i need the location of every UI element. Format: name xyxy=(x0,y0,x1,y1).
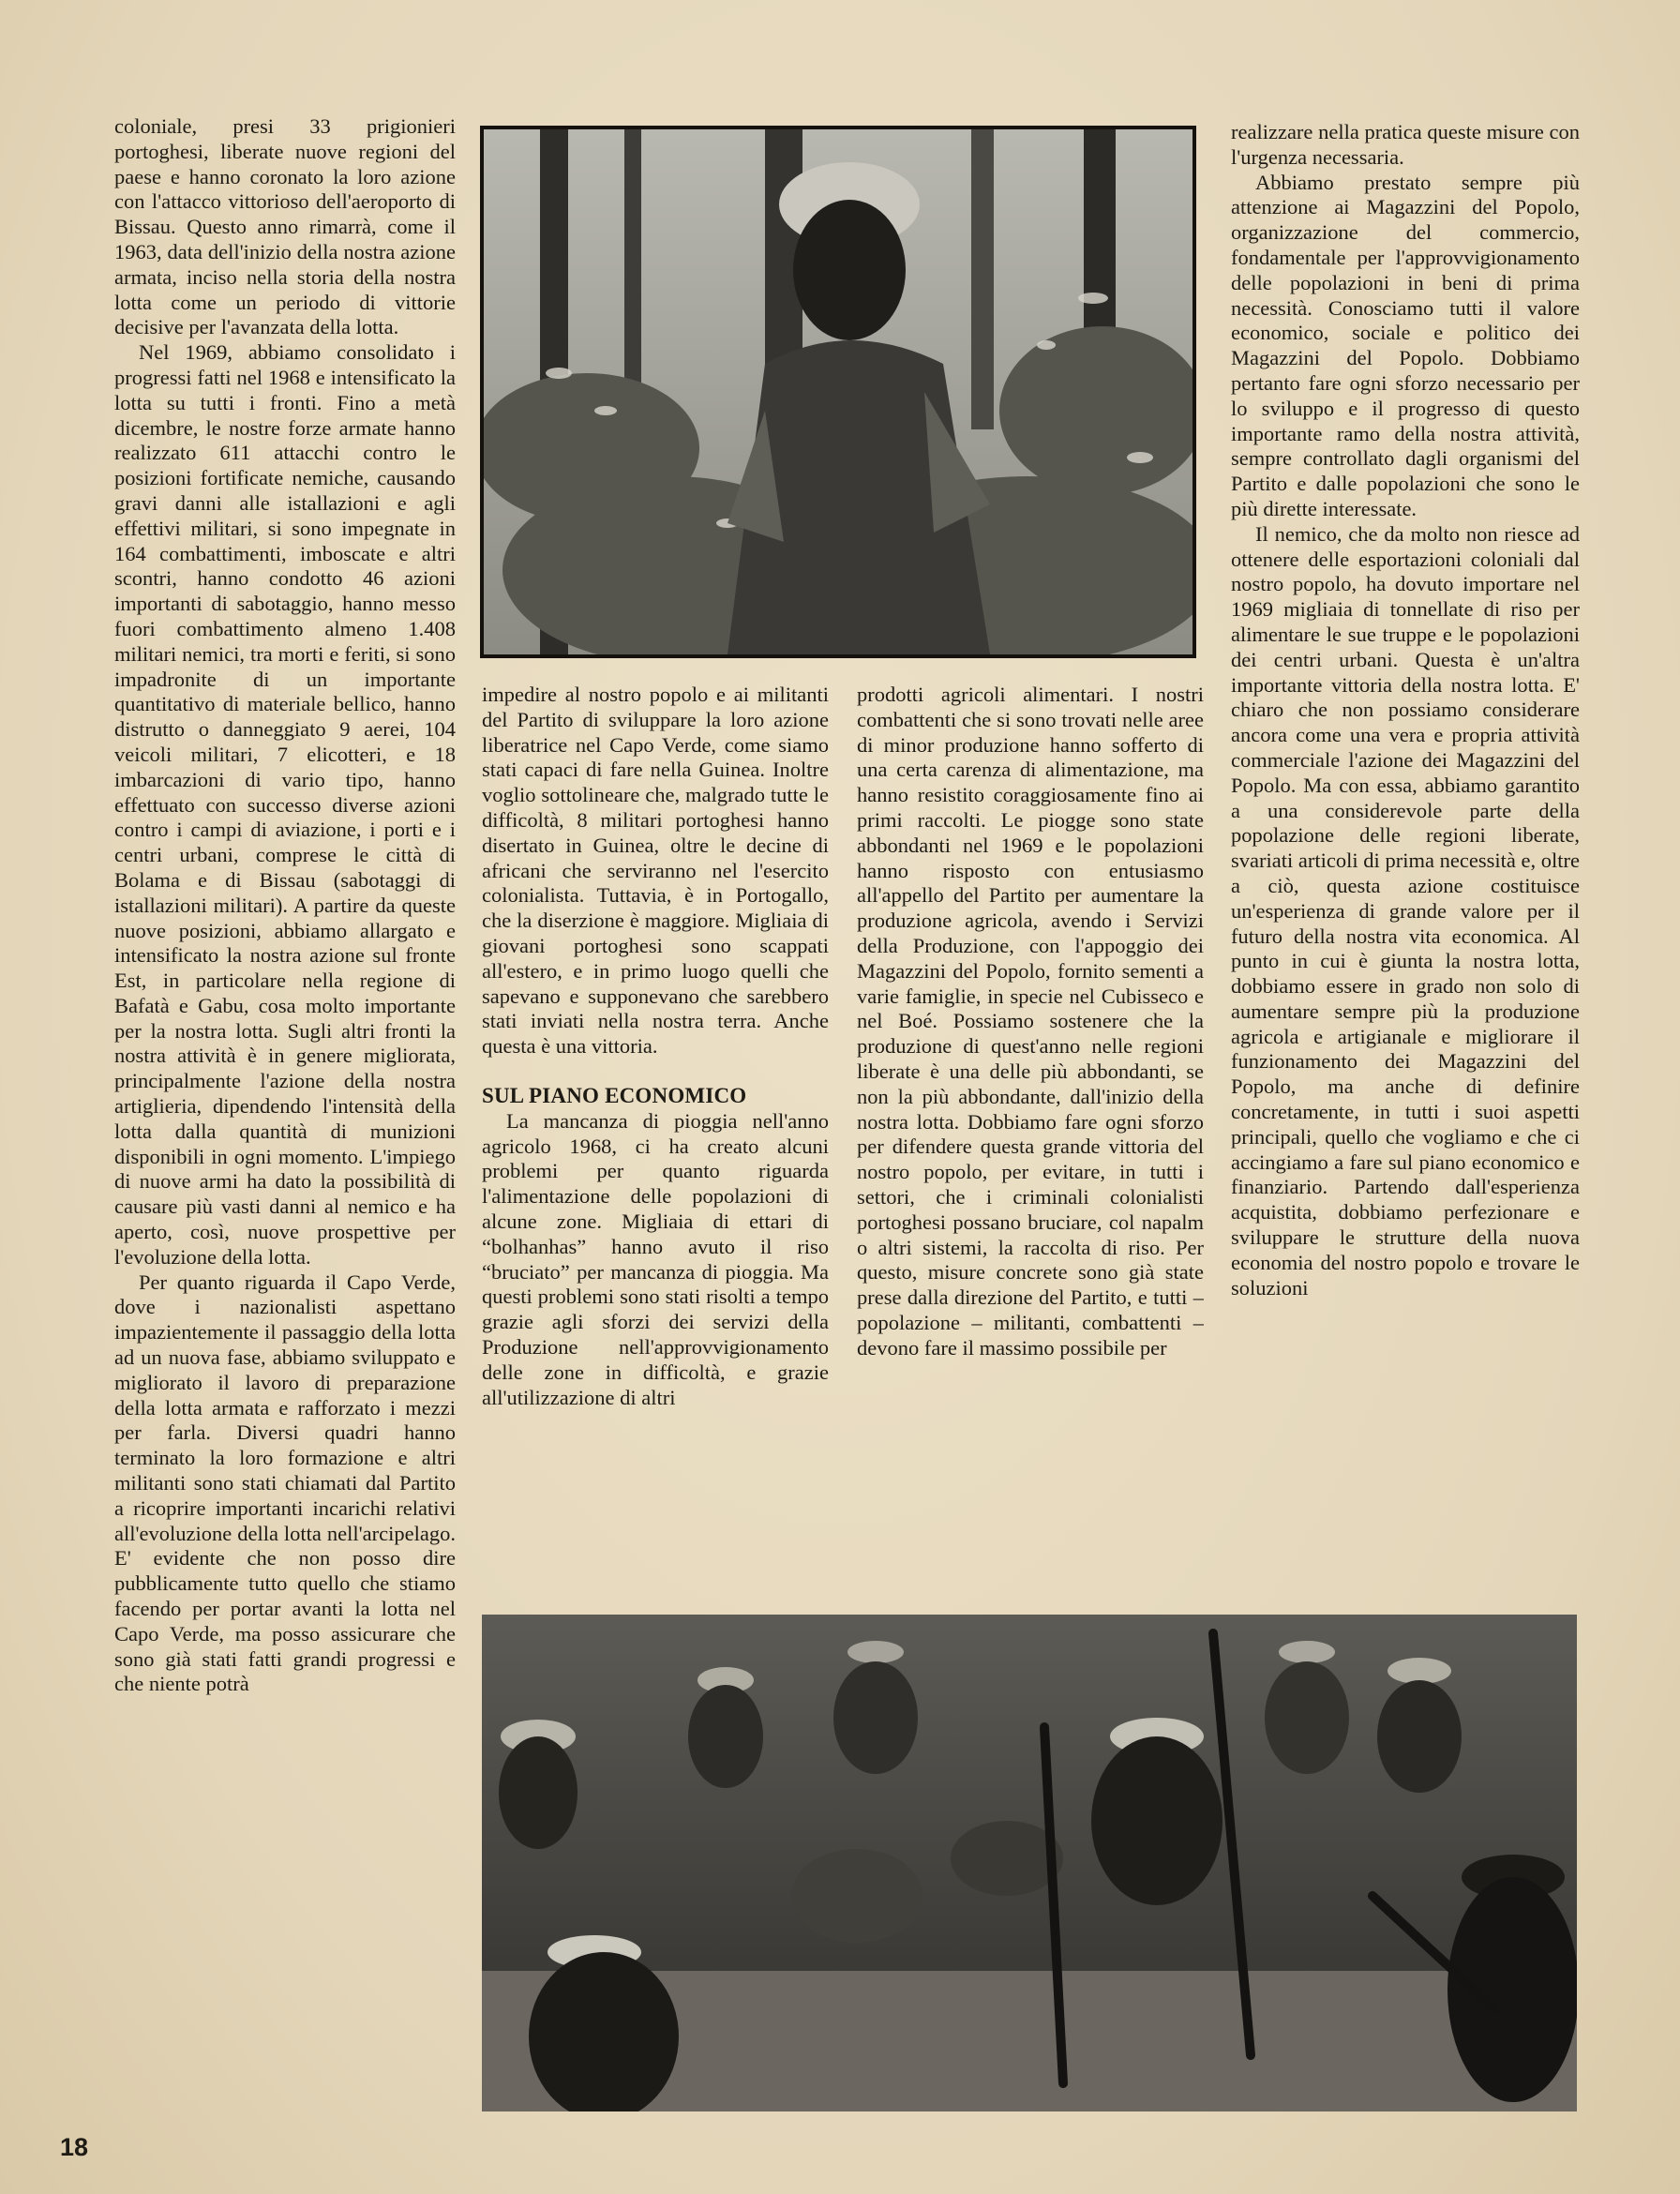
text-column-3 xyxy=(857,683,1204,1620)
guerrilla-fighter-camouflage-photo xyxy=(484,129,1192,654)
text-column-2 xyxy=(482,683,829,1620)
paragraph: realizzare nella pratica queste misure con l'urgenza necessaria. xyxy=(1231,120,1580,169)
group-of-soldiers-photo xyxy=(482,1615,1577,2111)
paragraph: prodotti agricoli alimentari. I nostri combattenti che si sono trovati nelle aree di minor produzione hanno sofferto di una certa carenza di alimentazione, ma hanno resistito coraggiosamente fino ai primi raccolti. Le piogge sono state abbondanti nel 1969 e le popolazioni hanno risposto con entusiasmo all'appello del Partito per aumentare la produzione agricola, avendo i Servizi della Produzione, con l'appoggio dei Magazzini del Popolo, fornito sementi a varie famiglie, in specie nel Cubisseco e nel Boé. Possiamo sostenere che la produzione di quest'anno nelle regioni liberate è una delle più abbondanti, se non la più abbondante, dall'inizio della nostra lotta. Dobbiamo fare ogni sforzo per difendere questa grande vittoria del nostro popolo, per evitare, in tutti i settori, che i criminali colonialisti portoghesi possano bruciare, col napalm o altri sistemi, la raccolta di riso. Per questo, misure concrete sono già state prese dalla direzione del Partito, e tutti – popolazione – militanti, combattenti – devono fare il massimo possibile per xyxy=(857,683,1204,1360)
paragraph: Per quanto riguarda il Capo Verde, dove i nazionalisti aspettano impazientemente il passaggio della lotta ad un nuova fase, abbiamo sviluppato e migliorato il lavoro di preparazione della lotta armata e rafforzato i mezzi per farla. Diversi quadri hanno terminato la loro formazione e altri militanti sono stati chiamati dal Partito a ricoprire importanti incarichi relativi all'evoluzione della lotta nell'arcipelago. E' evidente che non posso dire pubblicamente tutto quello che stiamo facendo per portar avanti la lotta nel Capo Verde, ma posso assicurare che sono già stati fatti grandi progressi e che niente potrà xyxy=(114,1270,456,1696)
paragraph: coloniale, presi 33 prigionieri portoghesi, liberate nuove regioni del paese e hanno coronato la loro azione con l'attacco vittorioso dell'aeroporto di Bissau. Questo anno rimarrà, come il 1963, data dell'inizio della nostra azione armata, inciso nella storia della nostra lotta come un periodo di vittorie decisive per l'avanzata della lotta. xyxy=(114,114,456,339)
photo-group-of-soldiers xyxy=(482,1615,1577,2111)
text-column-4 xyxy=(1231,120,1580,1620)
text-column-1 xyxy=(114,114,456,2121)
paragraph: La mancanza di pioggia nell'anno agricolo 1968, ci ha creato alcuni problemi per quanto riguarda l'alimentazione delle popolazioni di alcune zone. Migliaia di ettari di “bolhanhas” hanno avuto il riso “bruciato” per mancanza di pioggia. Ma questi problemi sono stati risolti a tempo grazie agli sforzi dei servizi della Produzione nell'approvvigionamento delle zone in difficoltà, e grazie all'utilizzazione di altri xyxy=(482,1108,829,1409)
section-heading: SUL PIANO ECONOMICO xyxy=(482,1083,747,1107)
page-number: 18 xyxy=(60,2133,89,2161)
paragraph: Abbiamo prestato sempre più attenzione ai Magazzini del Popolo, organizzazione del commercio, fondamentale per l'approvvigionamento delle popolazioni in beni di prima necessità. Conosciamo tutti il valore economico, sociale e politico dei Magazzini del Popolo. Dobbiamo pertanto fare ogni sforzo necessario per lo sviluppo e il progresso di questo importante ramo della nostra attività, sempre controllato dagli organismi del Partito e dalle popolazioni che sono le più dirette interessate. xyxy=(1231,170,1580,520)
paragraph: Nel 1969, abbiamo consolidato i progressi fatti nel 1968 e intensificato la lotta su tutti i fronti. Fino a metà dicembre, le nostre forze armate hanno realizzato 611 attacchi contro le posizioni fortificate nemiche, causando gravi danni alle istallazioni e agli effettivi militari, si sono impegnate in 164 combattimenti, imboscate e altri scontri, hanno condotto 46 azioni importanti di sabotaggio, hanno messo fuori combattimento almeno 1.408 militari nemici, tra morti e feriti, si sono impadronite di un importante quantitativo di materiale bellico, hanno distrutto o danneggiato 9 aerei, 104 veicoli militari, 7 elicotteri, e 18 imbarcazioni di vario tipo, hanno effettuato con successo diverse azioni contro i campi di aviazione, i porti e i centri urbani, comprese le città di Bolama e di Bissau (sabotaggi di istallazioni militari). A partire da queste nuove posizioni, abbiamo allargato e intensificato la nostra azione sul fronte Est, in particolare nella regione di Bafatà e Gabu, cosa molto importante per la nostra lotta. Sugli altri fronti la nostra attività è in genere migliorata, principalmente l'azione della nostra artiglieria, dipendendo l'intensità della lotta dalla quantità di munizioni disponibili in ogni momento. L'impiego di nuove armi ha dato la possibilità di causare più vasti danni al nemico e ha aperto, così, nuove prospettive per l'evoluzione della lotta. xyxy=(114,340,456,1269)
photo-guerrilla-fighter xyxy=(480,126,1196,658)
paragraph: Il nemico, che da molto non riesce ad ottenere delle esportazioni coloniali dal nostro popolo, ha dovuto importare nel 1969 migliaia di tonnellate di riso per alimentare le sue truppe e le popolazioni dei centri urbani. Questa è un'altra importante vittoria della nostra lotta. E' chiaro che non possiamo considerare ancora come una vera e propria attività commerciale l'azione dei Magazzini del Popolo. Ma con essa, abbiamo garantito a una considerevole parte della popolazione delle regioni liberate, svariati articoli di prima necessità e, oltre a ciò, questa azione costituisce un'esperienza di grande valore per il futuro della nostra vita economica. Al punto in cui è giunta la nostra lotta, dobbiamo essere in grado non solo di aumentare sempre più la produzione agricola e artigianale e migliorare il funzionamento dei Magazzini del Popolo, ma anche di definire concretamente, in tutti i suoi aspetti principali, quello che vogliamo e che ci accingiamo a fare sul piano economico e finanziario. Partendo dall'esperienza acquistita, dobbiamo perfezionare e sviluppare le strutture della nuova economia del nostro popolo e trovare le soluzioni xyxy=(1231,521,1580,1300)
paragraph: impedire al nostro popolo e ai militanti del Partito di sviluppare la loro azione liberatrice nel Capo Verde, come siamo stati capaci di fare nella Guinea. Inoltre voglio sottolineare che, malgrado tutte le difficoltà, 8 militari portoghesi hanno disertato in Guinea, oltre le decine di africani che serviranno nel l'esercito colonialista. Tuttavia, è in Portogallo, che la diserzione è maggiore. Migliaia di giovani portoghesi sono scappati all'estero, e in primo luogo quelli che sapevano e supponevano che sarebbero stati inviati nella nostra terra. Anche questa è una vittoria. xyxy=(482,683,829,1059)
